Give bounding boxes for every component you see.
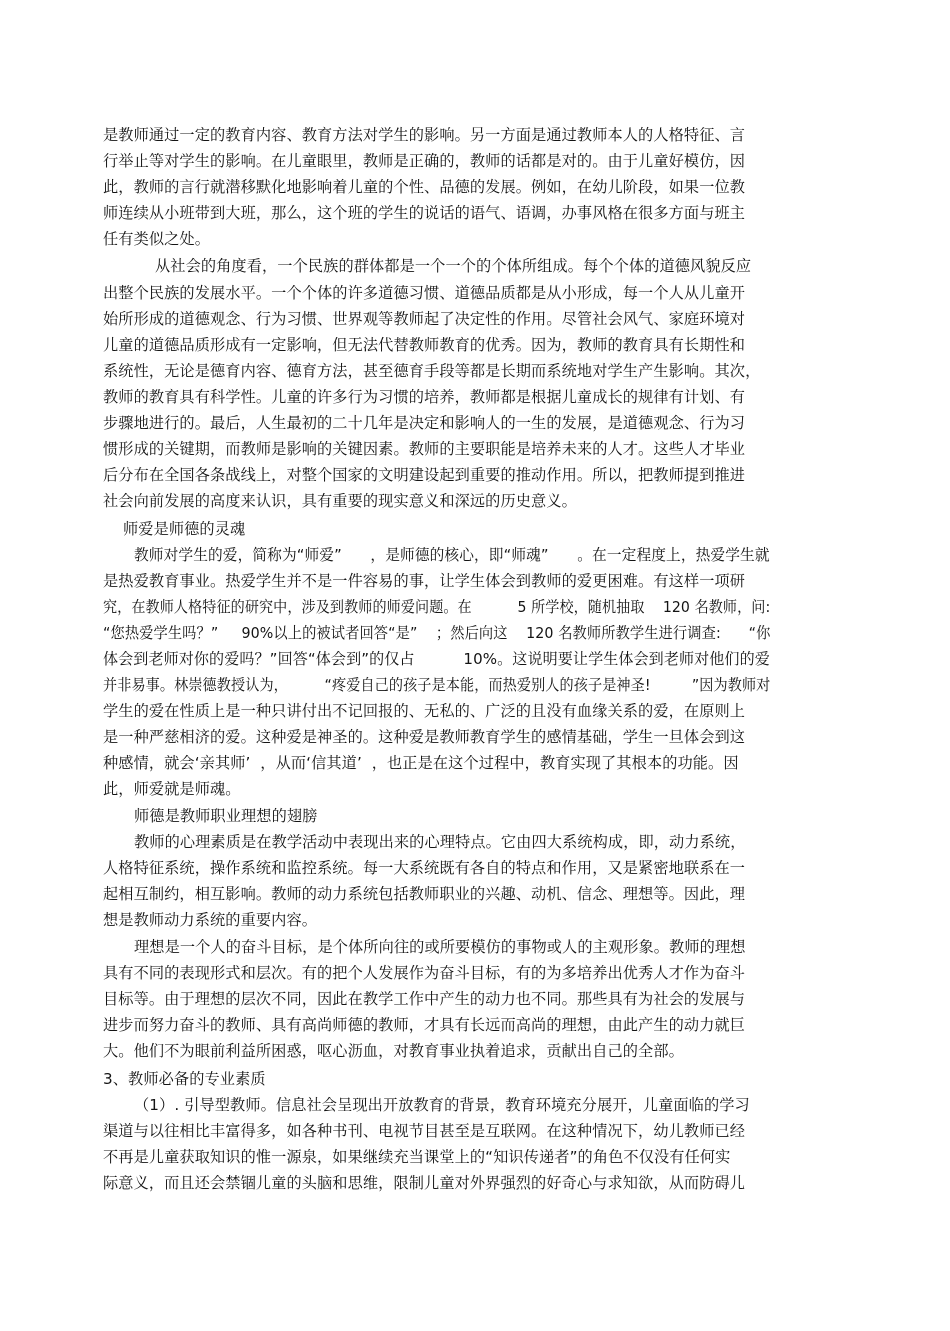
- body-text-line: 种感情，就会‘亲其师’ ，从而‘信其道’ ，也正是在这个过程中，教育实现了其根本的功能。因: [103, 754, 739, 772]
- body-text-line: 教师对学生的爱，简称为“师爱” ，是师德的核心，即“师魂” 。在一定程度上，热爱学生就: [134, 546, 770, 564]
- body-text-line: 不再是儿童获取知识的惟一源泉，如果继续充当课堂上的“知识传递者”的角色不仅没有任何实: [103, 1148, 731, 1166]
- body-text-line: 始所形成的道德观念、行为习惯、世界观等教师起了决定性的作用。尽管社会风气、家庭环境对: [103, 310, 746, 328]
- body-text-line: 师连续从小班带到大班，那么，这个班的学生的说话的语气、语调，办事风格在很多方面与班主: [103, 204, 746, 222]
- body-text-line: 儿童的道德品质形成有一定影响，但无法代替教师教育的优秀。因为，教师的教育具有长期性和: [103, 336, 746, 354]
- body-text-line: 究，在教师人格特征的研究中，涉及到教师的师爱问题。在 5 所学校，随机抽取 120 名教师，问:: [103, 598, 771, 616]
- body-text-line: 系统性，无论是德育内容、德育方法，甚至德育手段等都是长期而系统地对学生产生影响。其次，: [103, 362, 761, 380]
- body-text-line: 理想是一个人的奋斗目标，是个体所向往的或所要模仿的事物或人的主观形象。教师的理想: [134, 938, 746, 956]
- body-text-line: 后分布在全国各条战线上，对整个国家的文明建设起到重要的推动作用。所以，把教师提到推进: [103, 466, 746, 484]
- section-heading: 师德是教师职业理想的翅膀: [134, 807, 318, 825]
- body-text-line: （1）. 引导型教师。信息社会呈现出开放教育的背景，教育环境充分展开，儿童面临的学习: [134, 1096, 750, 1114]
- body-text-line: 是热爱教育事业。热爱学生并不是一件容易的事，让学生体会到教师的爱更困难。有这样一项研: [103, 572, 746, 590]
- body-text-line: 进步而努力奋斗的教师、具有高尚师德的教师，才具有长远而高尚的理想，由此产生的动力就巨: [103, 1016, 746, 1034]
- body-text-line: 教师的心理素质是在教学活动中表现出来的心理特点。它由四大系统构成，即，动力系统，: [134, 833, 746, 851]
- body-text-line: 目标等。由于理想的层次不同，因此在教学工作中产生的动力也不同。那些具有为社会的发展与: [103, 990, 746, 1008]
- body-text-line: 大。他们不为眼前利益所困惑，呕心沥血，对教育事业执着追求，贡献出自己的全部。: [103, 1042, 684, 1060]
- body-text-line: 此，师爱就是师魂。: [103, 780, 241, 798]
- body-text-line: 并非易事。林崇德教授认为， “疼爱自己的孩子是本能，而热爱别人的孩子是神圣! ”因为教师对: [103, 676, 771, 694]
- body-text-line: 是一种严慈相济的爱。这种爱是神圣的。这种爱是教师教育学生的感情基础，学生一旦体会到这: [103, 728, 746, 746]
- body-text-line: 起相互制约，相互影响。教师的动力系统包括教师职业的兴趣、动机、信念、理想等。因此，理: [103, 885, 746, 903]
- body-text-line: 际意义，而且还会禁锢儿童的头脑和思维，限制儿童对外界强烈的好奇心与求知欲，从而防碍儿: [103, 1174, 746, 1192]
- body-text-line: 渠道与以往相比丰富得多，如各种书刊、电视节目甚至是互联网。在这种情况下，幼儿教师已经: [103, 1122, 746, 1140]
- body-text-line: 体会到老师对你的爱吗？”回答“体会到”的仅占 10%。这说明要让学生体会到老师对他们的爱: [103, 650, 770, 668]
- body-text-line: 是教师通过一定的教育内容、教育方法对学生的影响。另一方面是通过教师本人的人格特征、言: [103, 126, 746, 144]
- section-heading: 师爱是师德的灵魂: [123, 520, 246, 538]
- body-text-line: 出整个民族的发展水平。一个个体的许多道德习惯、道德品质都是从小形成，每一个人从儿童开: [103, 284, 746, 302]
- body-text-line: 惯形成的关键期，而教师是影响的关键因素。教师的主要职能是培养未来的人才。这些人才毕业: [103, 440, 746, 458]
- body-text-line: 此，教师的言行就潜移默化地影响着儿童的个性、品德的发展。例如，在幼儿阶段，如果一位教: [103, 178, 746, 196]
- body-text-line: 具有不同的表现形式和层次。有的把个人发展作为奋斗目标，有的为多培养出优秀人才作为奋斗: [103, 964, 746, 982]
- body-text-line: 教师的教育具有科学性。儿童的许多行为习惯的培养，教师都是根据儿童成长的规律有计划、有: [103, 388, 746, 406]
- body-text-line: 人格特征系统，操作系统和监控系统。每一大系统既有各自的特点和作用，又是紧密地联系在一: [103, 859, 746, 877]
- body-text-line: 社会向前发展的高度来认识，具有重要的现实意义和深远的历史意义。: [103, 492, 577, 510]
- body-text-line: 步骤地进行的。最后，人生最初的二十几年是决定和影响人的一生的发展，是道德观念、行为习: [103, 414, 746, 432]
- body-text-line: 学生的爱在性质上是一种只讲付出不记回报的、无私的、广泛的且没有血缘关系的爱，在原则上: [103, 702, 746, 720]
- body-text-line: “您热爱学生吗？” 90%以上的被试者回答“是” ；然后向这 120 名教师所教学生进行调查: “你: [103, 624, 771, 642]
- body-text-line: 想是教师动力系统的重要内容。: [103, 911, 318, 929]
- body-text-line: 从社会的角度看，一个民族的群体都是一个一个的个体所组成。每个个体的道德风貌反应: [155, 257, 752, 275]
- section-heading: 3、教师必备的专业素质: [103, 1070, 266, 1088]
- body-text-line: 行举止等对学生的影响。在儿童眼里，教师是正确的，教师的话都是对的。由于儿童好模仿，因: [103, 152, 746, 170]
- body-text-line: 任有类似之处。: [103, 230, 211, 248]
